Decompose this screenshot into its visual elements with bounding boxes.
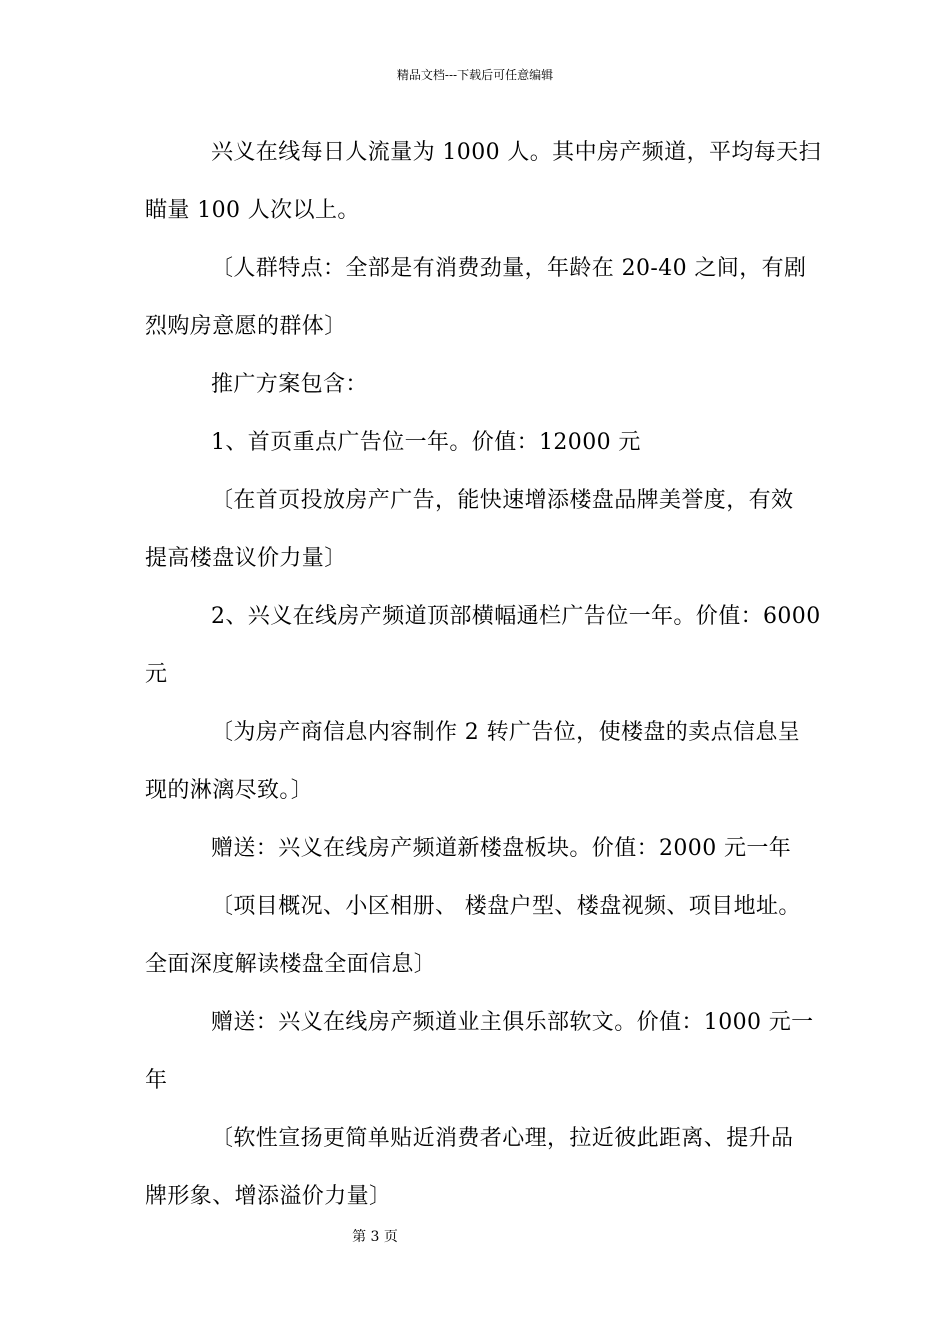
paragraph-gift-1-note xyxy=(145,888,807,1004)
paragraph-item-2-note xyxy=(145,714,807,830)
paragraph-line: 赠送：兴义在线房产频道新楼盘板块。价值：2000 元一年 xyxy=(211,836,792,861)
paragraph-line: 1、首页重点广告位一年。价值：12000 元 xyxy=(211,430,641,455)
paragraph-line: 兴义在线每日人流量为 1000 人。其中房产频道，平均每天扫 xyxy=(211,140,821,165)
paragraph-line: 元 xyxy=(145,662,168,687)
paragraph-audience xyxy=(145,250,807,366)
paragraph-line: 〔项目概况、小区相册、 楼盘户型、楼盘视频、项目地址。 xyxy=(211,894,801,919)
paragraph-gift-1 xyxy=(145,830,807,888)
paragraph-item-1 xyxy=(145,424,807,482)
paragraph-line: 推广方案包含： xyxy=(211,372,368,397)
paragraph-line: 瞄量 100 人次以上。 xyxy=(145,198,360,223)
paragraph-line: 〔在首页投放房产广告，能快速增添楼盘品牌美誉度，有效 xyxy=(211,488,794,513)
paragraph-line: 烈购房意愿的群体〕 xyxy=(145,314,347,339)
paragraph-item-1-note xyxy=(145,482,807,598)
paragraph-line: 赠送：兴义在线房产频道业主俱乐部软文。价值：1000 元一 xyxy=(211,1010,814,1035)
page-number: 第 3 页 xyxy=(352,1229,398,1245)
paragraph-gift-2 xyxy=(145,1004,814,1120)
paragraph-item-2 xyxy=(145,598,821,714)
paragraph-traffic xyxy=(145,134,821,250)
paragraph-line: 牌形象、增添溢价力量〕 xyxy=(145,1184,392,1209)
paragraph-line: 〔人群特点：全部是有消费劲量，年龄在 20-40 之间，有剧 xyxy=(211,256,807,281)
page-header: 精品文档---下载后可任意编辑 xyxy=(396,68,554,82)
paragraph-line: 全面深度解读楼盘全面信息〕 xyxy=(145,952,437,977)
paragraph-plan-intro xyxy=(145,366,807,424)
paragraph-line: 〔为房产商信息内容制作 2 转广告位，使楼盘的卖点信息呈 xyxy=(211,720,801,745)
paragraph-line: 现的淋漓尽致。〕 xyxy=(145,778,314,803)
paragraph-line: 2、兴义在线房产频道顶部横幅通栏广告位一年。价值：6000 xyxy=(211,604,821,629)
paragraph-gift-2-note xyxy=(145,1120,807,1236)
paragraph-line: 年 xyxy=(145,1068,168,1093)
document-body xyxy=(145,134,821,1236)
paragraph-line: 提高楼盘议价力量〕 xyxy=(145,546,347,571)
paragraph-line: 〔软性宣扬更简单贴近消费者心理，拉近彼此距离、提升品 xyxy=(211,1126,794,1151)
